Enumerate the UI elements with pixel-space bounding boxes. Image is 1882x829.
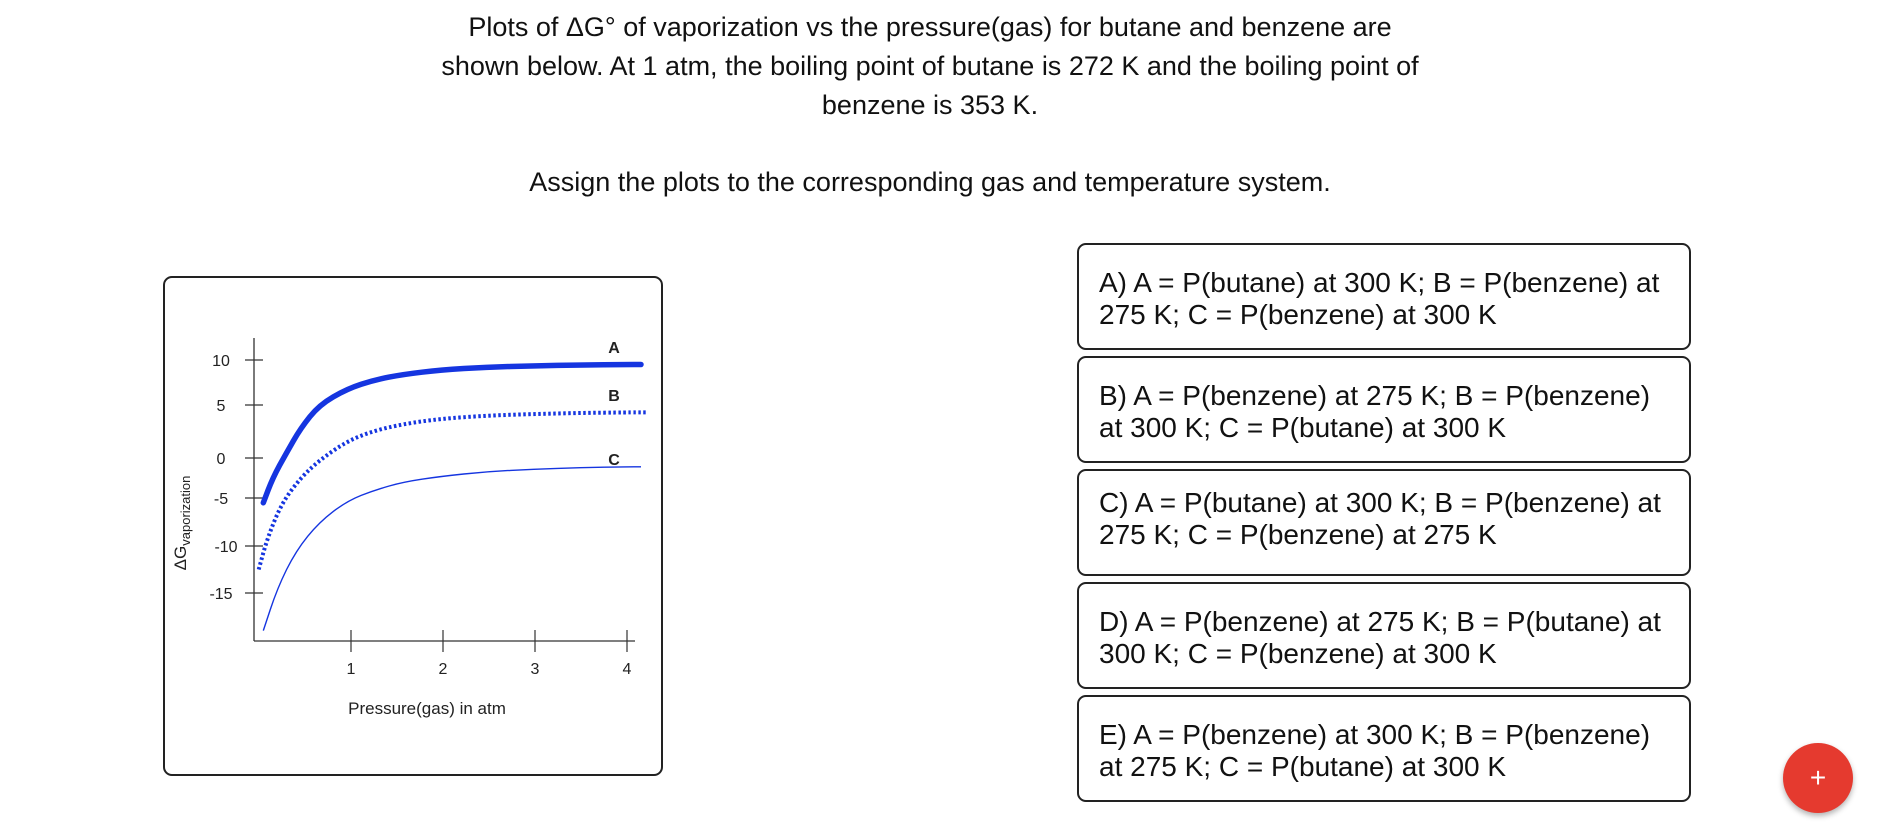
series-line-c	[263, 467, 641, 631]
y-tick-label-5: 5	[216, 398, 226, 415]
add-button[interactable]	[1783, 743, 1853, 813]
series-label-c: C	[608, 452, 620, 469]
y-axis-label-main: ΔG	[171, 545, 190, 571]
option-c[interactable]: C) A = P(butane) at 300 K; B = P(benzene) at 275 K; C = P(benzene) at 275 K	[1077, 469, 1691, 576]
x-tick-2	[439, 630, 448, 678]
chart-card	[163, 276, 663, 776]
question-text	[380, 8, 1480, 125]
x-tick-1	[347, 630, 356, 678]
y-tick-minus-10	[214, 539, 263, 556]
chart	[165, 278, 665, 778]
x-axis-label: Pressure(gas) in atm	[348, 699, 506, 718]
y-tick-0	[217, 451, 263, 468]
x-tick-label-3: 3	[530, 661, 540, 678]
answer-options	[1077, 243, 1691, 808]
x-tick-3	[531, 630, 540, 678]
y-tick-label-minus-10: -10	[214, 539, 238, 556]
y-axis-label-sub: vaporization	[178, 475, 193, 546]
y-tick-5	[217, 398, 263, 415]
plus-icon: +	[1809, 762, 1827, 793]
x-tick-label-1: 1	[346, 661, 356, 678]
y-tick-label-minus-5: -5	[213, 491, 229, 508]
y-tick-minus-15	[209, 586, 263, 603]
x-tick-4	[623, 630, 632, 678]
x-tick-label-4: 4	[622, 661, 632, 678]
question-line-3: benzene is 353 K.	[821, 90, 1039, 120]
option-d[interactable]: D) A = P(benzene) at 275 K; B = P(butane) at 300 K; C = P(benzene) at 300 K	[1077, 582, 1691, 689]
question-line-1: Plots of ΔG° of vaporization vs the pressure(gas) for butane and benzene are	[468, 12, 1392, 42]
y-tick-10	[212, 353, 263, 370]
question-line-2: shown below. At 1 atm, the boiling point of butane is 272 K and the boiling point of	[441, 51, 1419, 81]
series-label-b: B	[608, 388, 620, 405]
y-tick-label-minus-15: -15	[209, 586, 233, 603]
series-line-b	[259, 412, 646, 569]
y-tick-minus-5	[214, 491, 263, 508]
x-tick-label-2: 2	[438, 661, 448, 678]
option-b[interactable]: B) A = P(benzene) at 275 K; B = P(benzene) at 300 K; C = P(butane) at 300 K	[1077, 356, 1691, 463]
series-line-a	[263, 365, 641, 503]
option-a[interactable]: A) A = P(butane) at 300 K; B = P(benzene) at 275 K; C = P(benzene) at 300 K	[1077, 243, 1691, 350]
y-axis-label	[171, 476, 193, 571]
instruction-text: Assign the plots to the corresponding gas and temperature system.	[529, 167, 1331, 197]
option-e[interactable]: E) A = P(benzene) at 300 K; B = P(benzene) at 275 K; C = P(butane) at 300 K	[1077, 695, 1691, 802]
y-tick-label-10: 10	[212, 353, 230, 370]
series-label-a: A	[608, 340, 620, 357]
y-tick-label-0: 0	[216, 451, 226, 468]
